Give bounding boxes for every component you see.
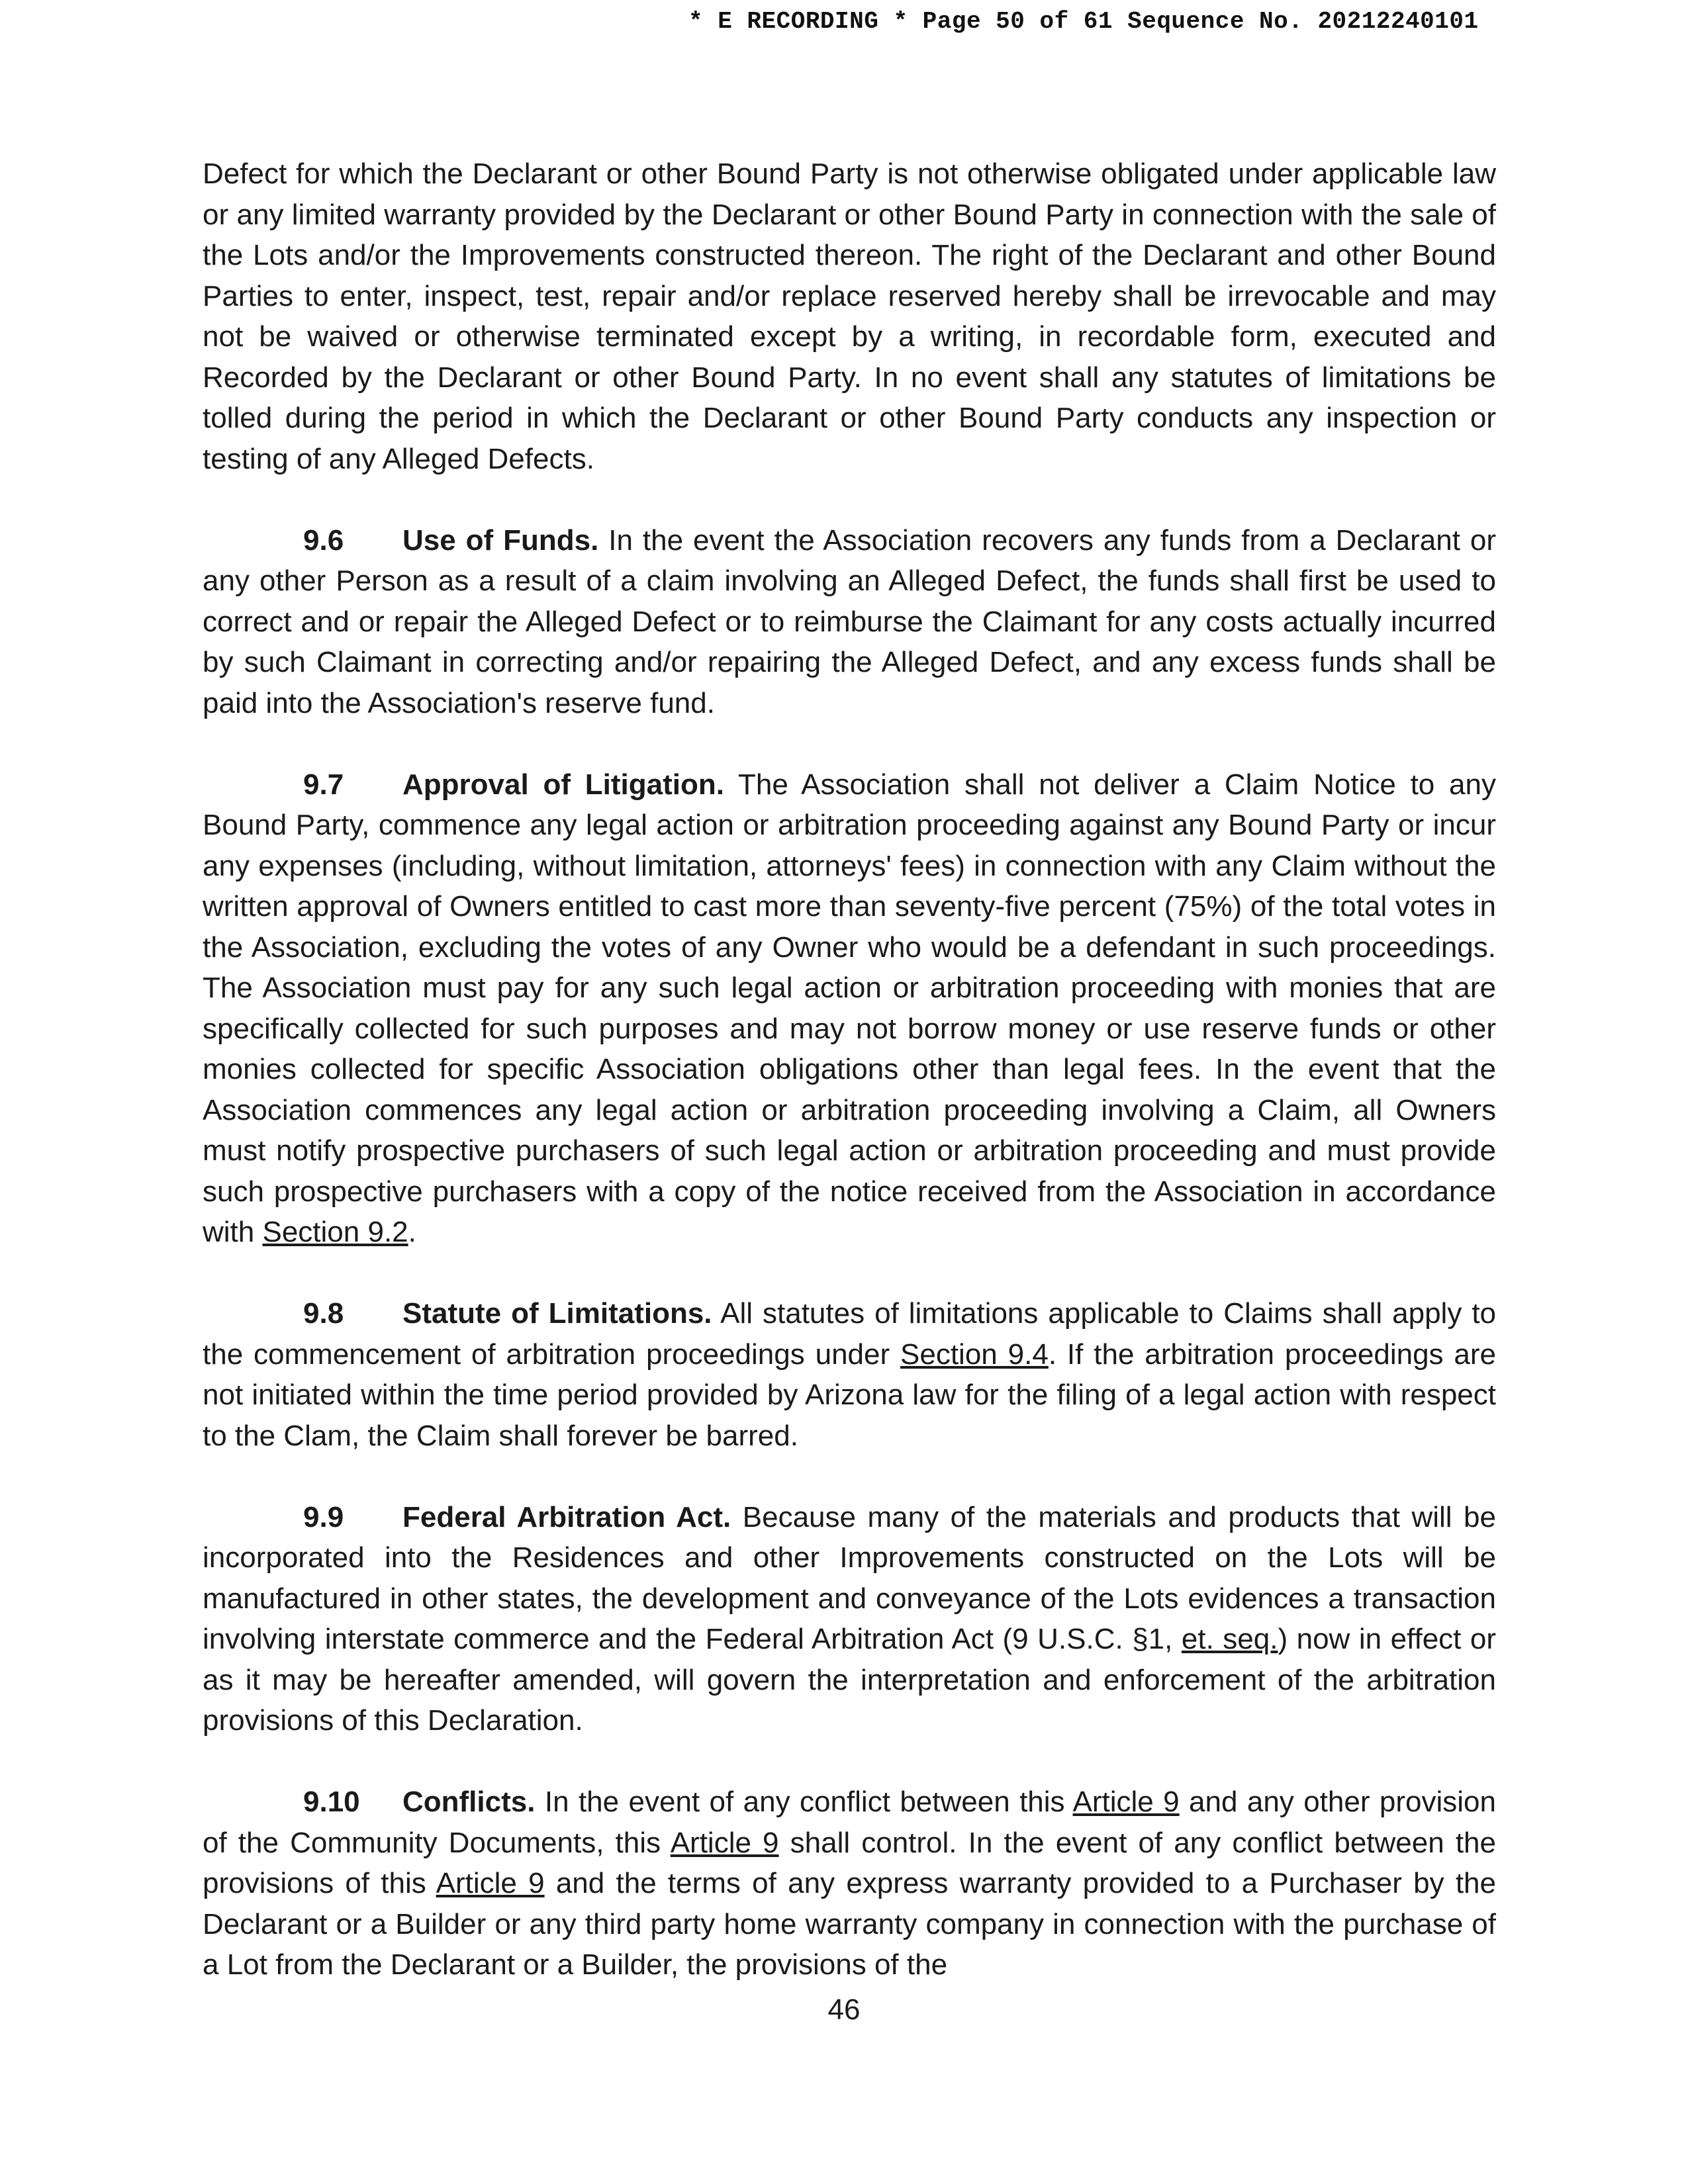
section-text-after: . bbox=[408, 1216, 416, 1248]
recording-header: * E RECORDING * Page 50 of 61 Sequence No. 20212240101 bbox=[688, 8, 1479, 35]
section-title: Conflicts. bbox=[402, 1786, 536, 1818]
section-text: and the terms of any express warranty provided to a Purchaser by the Declarant or a Builder or any third party home warranty company in connection with the purchase of a Lot from the Declarant or a Builder, the provisions of the bbox=[203, 1867, 1496, 1981]
article-reference: Article 9 bbox=[436, 1867, 545, 1899]
section-number: 9.8 bbox=[303, 1297, 344, 1330]
section-text: All statutes of limitations applicable to Claims shall apply to the commencement of arbitration proceedings under bbox=[203, 1297, 1497, 1371]
section-number: 9.10 bbox=[303, 1786, 360, 1818]
section-9-8 bbox=[203, 1293, 1496, 1456]
continued-paragraph: Defect for which the Declarant or other Bound Party is not otherwise obligated under applicable law or any limited warranty provided by the Declarant or other Bound Party in connection with the sale of the Lots and/or the Improvements constructed thereon. The right of the Declarant and other Bound Parties to enter, inspect, test, repair and/or replace reserved hereby shall be irrevocable and may not be waived or otherwise terminated except by a writing, in recordable form, executed and Recorded by the Declarant or other Bound Party. In no event shall any statutes of limitations be tolled during the period in which the Declarant or other Bound Party conducts any inspection or testing of any Alleged Defects. bbox=[203, 158, 1496, 475]
section-title: Federal Arbitration Act. bbox=[402, 1500, 731, 1533]
section-number: 9.6 bbox=[303, 523, 344, 557]
section-text: and any other provision of the Community Documents, this bbox=[203, 1786, 1496, 1859]
section-text: Because many of the materials and products that will be incorporated into the Residences and other Improvements constructed on the Lots will be manufactured in other states, the development and conveyance of the Lots evidences a transaction involving interstate commerce and the Federal Arbitration Act (9 U.S.C. §1, bbox=[203, 1500, 1496, 1655]
section-9-6 bbox=[203, 520, 1496, 724]
section-number: 9.7 bbox=[303, 768, 344, 801]
section-reference: Section 9.4 bbox=[900, 1338, 1049, 1371]
page-number: 46 bbox=[827, 1993, 861, 2026]
section-title: Use of Funds. bbox=[402, 523, 599, 557]
section-number: 9.9 bbox=[303, 1500, 344, 1533]
section-text: The Association shall not deliver a Claim Notice to any Bound Party, commence any legal action or arbitration proceeding against any Bound Party or incur any expenses (including, without limitation, attorneys' fees) in connection with any Claim without the written approval of Owners entitled to cast more than seventy-five percent (75%) of the total votes in the Association, excluding the votes of any Owner who would be a defendant in such proceedings. The Association must pay for any such legal action or arbitration proceeding with monies that are specifically collected for such purposes and may not borrow money or use reserve funds or other monies collected for specific Association obligations other than legal fees. In the event that the Association commences any legal action or arbitration proceeding involving a Claim, all Owners must notify prospective purchasers of such legal action or arbitration proceeding and must provide such prospective purchasers with a copy of the notice received from the Association in accordance with bbox=[203, 768, 1496, 1248]
article-reference: Article 9 bbox=[670, 1826, 779, 1859]
section-9-10 bbox=[203, 1782, 1496, 1985]
section-text: shall control. In the event of any conflict between the provisions of this bbox=[203, 1826, 1496, 1899]
section-reference: Section 9.2 bbox=[262, 1216, 408, 1248]
section-title: Statute of Limitations. bbox=[402, 1297, 712, 1330]
section-9-7 bbox=[203, 764, 1496, 1253]
section-9-9 bbox=[203, 1497, 1496, 1741]
section-text-after: ) now in effect or as it may be hereafter amended, will govern the interpretation and enforcement of the arbitration provisions of this Declaration. bbox=[203, 1623, 1496, 1737]
section-text: In the event the Association recovers any funds from a Declarant or any other Person as a result of a claim involving an Alleged Defect, the funds shall first be used to correct and or repair the Alleged Defect or to reimburse the Claimant for any costs actually incurred by such Claimant in correcting and/or repairing the Alleged Defect, and any excess funds shall be paid into the Association's reserve fund. bbox=[203, 523, 1496, 719]
section-text: In the event of any conflict between this bbox=[544, 1786, 1073, 1818]
section-text-after: . If the arbitration proceedings are not initiated within the time period provided by Arizona law for the filing of a legal action with respect to the Clam, the Claim shall forever be barred. bbox=[203, 1338, 1497, 1452]
document-body bbox=[203, 154, 1496, 2026]
section-reference: et. seq. bbox=[1181, 1623, 1278, 1655]
section-title: Approval of Litigation. bbox=[402, 768, 724, 801]
article-reference: Article 9 bbox=[1072, 1786, 1180, 1818]
